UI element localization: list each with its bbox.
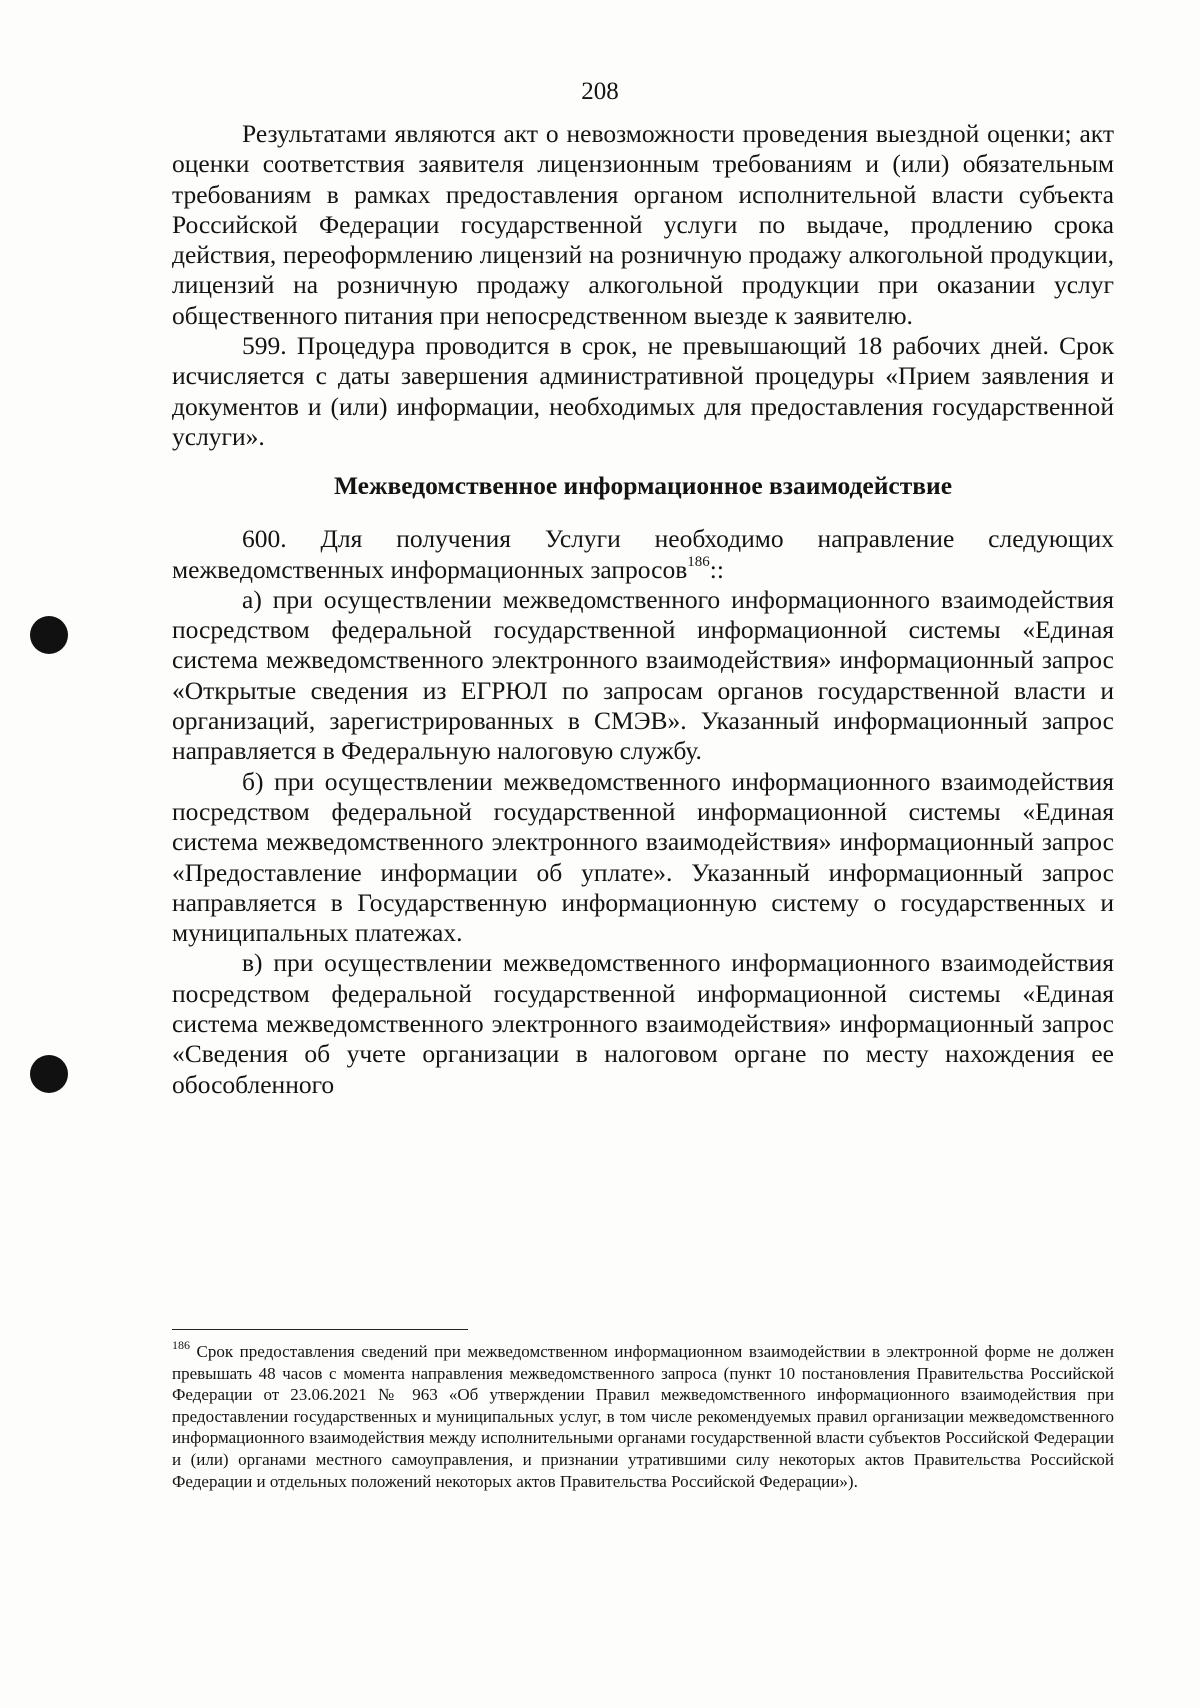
footnote-reference[interactable]: 186 xyxy=(687,554,710,571)
section-heading: Межведомственное информационное взаимодействие xyxy=(333,471,953,501)
footnote-186 xyxy=(172,1338,1114,1492)
punch-hole-bottom xyxy=(30,1055,68,1093)
footnote-divider xyxy=(172,1329,468,1330)
list-item-b: б) при осуществлении межведомственного информационного взаимодействия посредством федеральной государственной информационной системы «Единая система межведомственного электронного взаимодействия» информационный запрос «Предоставление информации об уплате». Указанный информационный запрос направляется в Государственную информационную систему о государственных и муниципальных платежах. xyxy=(172,766,1114,948)
results-paragraph: Результатами являются акт о невозможности проведения выездной оценки; акт оценки соответствия заявителя лицензионным требованиям и (или) обязательным требованиям в рамках предоставления органом исполнительной власти субъекта Российской Федерации государственной услуги по выдаче, продлению срока действия, переоформлению лицензий на розничную продажу алкогольной продукции, лицензий на розничную продажу алкогольной продукции при оказании услуг общественного питания при непосредственном выезде к заявителю. xyxy=(172,119,1114,330)
footnote-text: Срок предоставления сведений при межведомственном информационном взаимодействии в электронной форме не должен превышать 48 часов с момента направления межведомственного запроса (пункт 10 постановления Правительства Российской Федерации от 23.06.2021 № 963 «Об утверждении Правил межведомственного информационного взаимодействия при предоставлении государственных и муниципальных услуг, в том числе рекомендуемых правил организации межведомственного информационного взаимодействия между исполнительными органами государственной власти субъектов Российской Федерации и (или) органами местного самоуправления, и признании утратившими силу некоторых актов Правительства Российской Федерации и отдельных положений некоторых актов Правительства Российской Федерации»). xyxy=(172,1342,1114,1491)
list-item-c: в) при осуществлении межведомственного информационного взаимодействия посредством федеральной государственной информационной системы «Единая система межведомственного электронного взаимодействия» информационный запрос «Сведения об учете организации в налоговом органе по месту нахождения ее обособленного xyxy=(172,948,1114,1099)
punch-hole-top xyxy=(30,616,68,654)
paragraph-599: 599. Процедура проводится в срок, не превышающий 18 рабочих дней. Срок исчисляется с даты завершения административной процедуры «Прием заявления и документов и (или) информации, необходимых для предоставления государственной услуги». xyxy=(172,331,1114,451)
page-number: 208 xyxy=(581,78,619,105)
footnote-number: 186 xyxy=(172,1338,190,1353)
body-text xyxy=(172,119,1114,1100)
paragraph-600-suffix: :: xyxy=(709,554,724,584)
paragraph-600 xyxy=(172,524,1114,585)
paragraph-600-text: 600. Для получения Услуги необходимо направление следующих межведомственных информационных запросов xyxy=(172,524,1114,584)
list-item-a: а) при осуществлении межведомственного информационного взаимодействия посредством федеральной государственной информационной системы «Единая система межведомственного электронного взаимодействия» информационный запрос «Открытые сведения из ЕГРЮЛ по запросам органов государственной власти и организаций, зарегистрированных в СМЭВ». Указанный информационный запрос направляется в Федеральную налоговую службу. xyxy=(172,584,1114,766)
